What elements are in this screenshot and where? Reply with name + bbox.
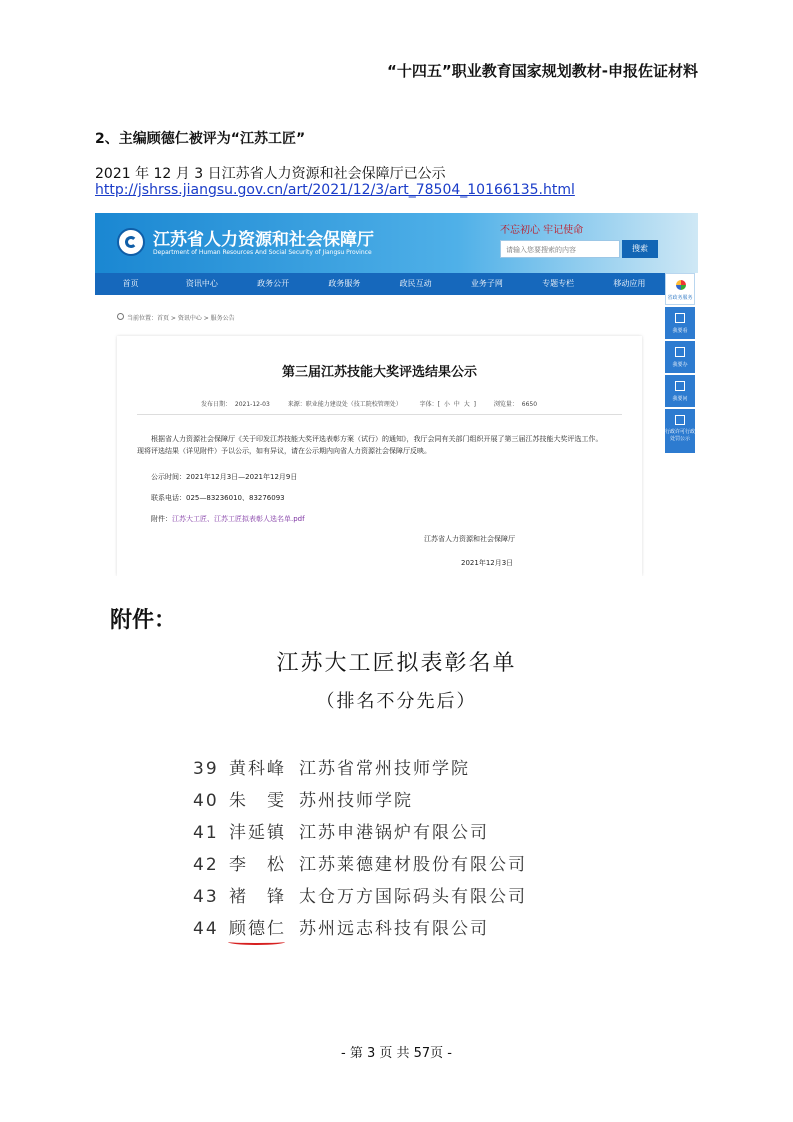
side-item-label: 我要办 — [672, 362, 688, 368]
row-number: 39 — [193, 759, 219, 779]
side-item-label: 我要看 — [672, 328, 688, 334]
side-item-label: 行政许可行政处罚公示 — [665, 429, 696, 442]
article-source: 来源：职业能力建设处（技工院校管理处） — [287, 401, 402, 408]
row-org: 苏州技师学院 — [299, 791, 413, 811]
side-item-label: 我要问 — [672, 396, 688, 402]
row-org: 江苏申港锅炉有限公司 — [299, 823, 489, 843]
row-name: 李 松 — [229, 855, 286, 875]
side-item-apply[interactable] — [665, 341, 695, 373]
attachment-link[interactable]: 江苏大工匠、江苏工匠拟表彰人选名单.pdf — [172, 515, 305, 523]
row-number: 41 — [193, 823, 219, 843]
site-search-button[interactable]: 搜索 — [622, 240, 658, 258]
article-sign-date: 2021年12月3日 — [461, 559, 514, 567]
row-number: 43 — [193, 887, 219, 907]
site-logo-icon — [117, 228, 145, 256]
row-org: 江苏莱德建材股份有限公司 — [299, 855, 527, 875]
article-date: 发布日期： 2021-12-03 — [201, 401, 270, 408]
source-link[interactable]: http://jshrss.jiangsu.gov.cn/art/2021/12/3/art_78504_10166135.html — [95, 182, 575, 198]
side-item-gov-service[interactable] — [665, 273, 695, 305]
article-views: 浏览量： 6650 — [493, 401, 538, 408]
location-pin-icon — [117, 313, 124, 320]
nav-item-disclosure[interactable]: 政务公开 — [257, 279, 290, 288]
row-org: 太仓万方国际码头有限公司 — [299, 887, 527, 907]
document-header-title: “十四五”职业教育国家规划教材-申报佐证材料 — [387, 62, 698, 80]
nav-item-interaction[interactable]: 政民互动 — [399, 279, 432, 288]
row-number: 40 — [193, 791, 219, 811]
site-nav — [95, 273, 665, 295]
table-row — [193, 882, 527, 910]
table-row — [193, 850, 527, 878]
side-item-ask[interactable] — [665, 375, 695, 407]
side-toolbar — [665, 273, 695, 463]
nav-item-services[interactable]: 政务服务 — [328, 279, 361, 288]
article-divider — [137, 414, 622, 415]
article-title: 第三届江苏技能大奖评选结果公示 — [281, 365, 477, 380]
page-footer: - 第 3 页 共 57页 - — [341, 1046, 452, 1061]
list-icon — [675, 415, 685, 425]
side-item-license[interactable] — [665, 409, 695, 453]
row-org: 苏州远志科技有限公司 — [299, 919, 489, 939]
attachment-label: 附件： — [110, 608, 177, 633]
row-name: 朱 雯 — [229, 791, 286, 811]
article-font-size[interactable]: 字体：[ 小 中 大 ] — [419, 401, 476, 408]
monitor-icon — [675, 347, 685, 357]
table-row — [193, 786, 413, 814]
nav-item-home[interactable]: 首页 — [122, 279, 139, 288]
article-period: 公示时间：2021年12月3日—2021年12月9日 — [151, 473, 298, 481]
article-panel — [117, 336, 642, 576]
section-heading: 2、主编顾德仁被评为“江苏工匠” — [95, 131, 306, 147]
article-org: 江苏省人力资源和社会保障厅 — [424, 535, 515, 543]
table-row — [193, 914, 489, 942]
row-org: 江苏省常州技师学院 — [299, 759, 470, 779]
row-name: 沣延镇 — [229, 823, 286, 843]
website-screenshot — [95, 213, 698, 576]
list-title: 江苏大工匠拟表彰名单 — [276, 651, 517, 676]
site-slogan: 不忘初心 牢记使命 — [500, 225, 584, 236]
row-number: 44 — [193, 919, 219, 939]
article-meta — [201, 399, 551, 408]
site-search-input[interactable]: 请输入您要搜索的内容 — [500, 240, 620, 258]
nav-item-subnets[interactable]: 业务子网 — [470, 279, 503, 288]
row-name: 黄科峰 — [229, 759, 286, 779]
table-row — [193, 818, 489, 846]
breadcrumb — [117, 313, 235, 322]
site-banner — [95, 213, 698, 273]
breadcrumb-text: 当前位置：首页 > 资讯中心 > 服务公告 — [127, 315, 235, 322]
intro-text: 2021 年 12 月 3 日江苏省人力资源和社会保障厅已公示 — [95, 166, 446, 182]
row-name: 褚 锋 — [229, 887, 286, 907]
attachment-prefix: 附件： — [151, 515, 172, 523]
document-icon — [675, 313, 685, 323]
nav-item-news[interactable]: 资讯中心 — [185, 279, 218, 288]
question-icon — [675, 381, 685, 391]
article-body: 根据省人力资源社会保障厅《关于印发江苏技能大奖评选表彰方案（试行）的通知》，我厅会同有关部门组织开展了第三届江苏技能大奖评选工作。现将评选结果（详见附件）予以公示，如有异议，请在公示期内向省人力资源社会保障厅反映。 — [137, 435, 603, 455]
site-name: 江苏省人力资源和社会保障厅 — [153, 230, 374, 250]
article-attachment — [151, 514, 305, 524]
nav-item-topics[interactable]: 专题专栏 — [542, 279, 575, 288]
side-item-view[interactable] — [665, 307, 695, 339]
site-name-english: Department of Human Resources And Social Security of Jiangsu Province — [153, 249, 372, 256]
nav-item-mobile[interactable]: 移动应用 — [613, 279, 646, 288]
article-phone: 联系电话：025—83236010、83276093 — [151, 494, 285, 502]
row-number: 42 — [193, 855, 219, 875]
list-subtitle: （排名不分先后） — [316, 691, 477, 712]
gov-service-icon — [676, 280, 686, 290]
row-name-underlined: 顾德仁 — [229, 914, 299, 939]
side-item-label: 省政务服务 — [667, 295, 693, 301]
table-row — [193, 754, 470, 782]
